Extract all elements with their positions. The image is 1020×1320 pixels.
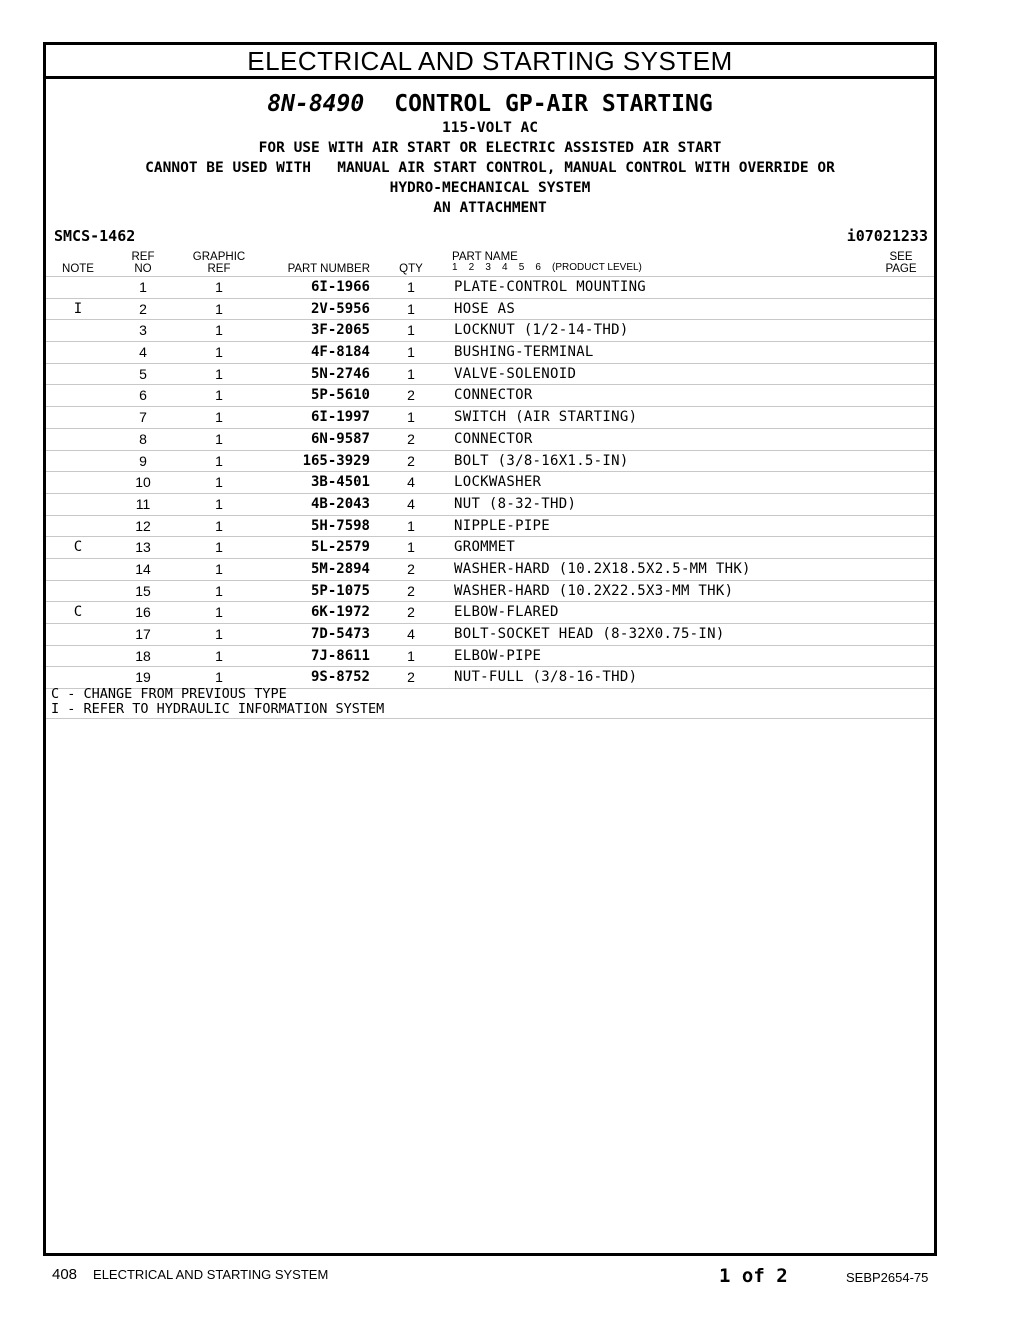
group-description-line: FOR USE WITH AIR START OR ELECTRIC ASSISTED AIR START (258, 140, 722, 156)
qty-cell: 1 (407, 344, 415, 361)
part-number-cell: 2V-5956 (310, 300, 370, 317)
part-number-cell: 6N-9587 (310, 430, 370, 447)
table-row (46, 646, 934, 668)
ref-number-cell: 16 (135, 604, 151, 621)
part-name-cell: BOLT-SOCKET HEAD (8-32X0.75-IN) (454, 626, 725, 642)
section-title: ELECTRICAL AND STARTING SYSTEM (46, 45, 934, 79)
ref-number-cell: 1 (139, 279, 147, 295)
document-id: SEBP2654-75 (846, 1270, 929, 1285)
qty-cell: 1 (407, 647, 415, 664)
column-header-ref-bottom: NO (134, 263, 152, 275)
column-header-part-number: PART NUMBER (287, 263, 370, 275)
table-row (46, 581, 934, 603)
part-number-cell: 7D-5473 (310, 626, 370, 642)
column-header-qty: QTY (399, 263, 423, 275)
part-name-cell: GROMMET (454, 539, 516, 556)
qty-cell: 2 (407, 669, 415, 686)
graphic-ref-cell: 1 (215, 560, 223, 577)
table-row (46, 559, 934, 581)
table-row (46, 299, 934, 321)
table-row (46, 472, 934, 494)
page-footer (52, 1266, 328, 1283)
part-name-cell: ELBOW-FLARED (454, 604, 559, 621)
graphic-ref-cell: 1 (215, 474, 223, 491)
part-number-cell: 3F-2065 (310, 322, 370, 339)
ref-number-cell: 11 (135, 495, 151, 512)
column-header-note: NOTE (62, 263, 94, 275)
column-header-see-top: SEE (889, 251, 913, 263)
table-row (46, 429, 934, 451)
part-number-cell: 5P-1075 (310, 582, 370, 599)
qty-cell: 2 (407, 604, 415, 621)
part-name-cell: WASHER-HARD (10.2X18.5X2.5-MM THK) (454, 560, 751, 577)
part-name-cell: NUT (8-32-THD) (454, 495, 577, 512)
graphic-ref-cell: 1 (215, 300, 223, 317)
ref-number-cell: 17 (135, 626, 151, 642)
column-header-part-name: PART NAME (452, 251, 518, 263)
note-cell: C (73, 539, 83, 556)
graphic-ref-cell: 1 (215, 387, 223, 404)
table-row (46, 602, 934, 624)
part-number-cell: 6I-1966 (310, 279, 370, 295)
graphic-ref-cell: 1 (215, 517, 223, 534)
part-name-cell: ELBOW-PIPE (454, 647, 542, 664)
graphic-ref-cell: 1 (215, 430, 223, 447)
qty-cell: 1 (407, 409, 415, 426)
ref-number-cell: 2 (139, 300, 147, 317)
part-number-cell: 7J-8611 (310, 647, 370, 664)
ref-number-cell: 8 (139, 430, 147, 447)
ref-number-cell: 5 (139, 365, 147, 382)
part-number-cell: 5M-2894 (310, 560, 370, 577)
page-number: 408 (52, 1266, 78, 1283)
page-count: 1 of 2 (719, 1265, 788, 1287)
ref-number-cell: 12 (135, 517, 151, 534)
column-header-see-bottom: PAGE (885, 263, 917, 275)
qty-cell: 1 (407, 517, 415, 534)
part-name-cell: LOCKNUT (1/2-14-THD) (454, 322, 629, 339)
part-number-cell: 6I-1997 (310, 409, 370, 426)
qty-cell: 2 (407, 582, 415, 599)
qty-cell: 2 (407, 452, 415, 469)
qty-cell: 2 (407, 560, 415, 577)
qty-cell: 2 (407, 387, 415, 404)
note-cell: I (73, 300, 83, 317)
part-name-cell: NUT-FULL (3/8-16-THD) (454, 669, 638, 686)
part-name-cell: WASHER-HARD (10.2X22.5X3-MM THK) (454, 582, 734, 599)
graphic-ref-cell: 1 (215, 582, 223, 599)
part-number-cell: 9S-8752 (310, 669, 370, 686)
graphic-ref-cell: 1 (215, 344, 223, 361)
page-frame (43, 42, 937, 1256)
table-row (46, 494, 934, 516)
graphic-ref-cell: 1 (215, 409, 223, 426)
table-row (46, 624, 934, 646)
table-row (46, 407, 934, 429)
table-row (46, 276, 934, 299)
graphic-ref-cell: 1 (215, 322, 223, 339)
note-cell: C (73, 604, 83, 621)
ref-number-cell: 18 (135, 647, 151, 664)
graphic-ref-cell: 1 (215, 604, 223, 621)
qty-cell: 1 (407, 365, 415, 382)
part-name-cell: VALVE-SOLENOID (454, 365, 577, 382)
table-row (46, 320, 934, 342)
qty-cell: 4 (407, 626, 415, 642)
ref-number-cell: 10 (135, 474, 151, 491)
table-row (46, 342, 934, 364)
part-name-cell: BUSHING-TERMINAL (454, 344, 594, 361)
part-name-cell: LOCKWASHER (454, 474, 542, 491)
graphic-ref-cell: 1 (215, 365, 223, 382)
group-description-line: HYDRO-MECHANICAL SYSTEM (389, 180, 591, 196)
group-description-line: CANNOT BE USED WITH MANUAL AIR START CONTROL, MANUAL CONTROL WITH OVERRIDE OR (145, 160, 835, 176)
table-row (46, 537, 934, 559)
qty-cell: 1 (407, 279, 415, 295)
qty-cell: 1 (407, 322, 415, 339)
part-number-cell: 5P-5610 (310, 387, 370, 404)
qty-cell: 4 (407, 495, 415, 512)
column-header-graphic-top: GRAPHIC (192, 251, 246, 263)
notes-legend (51, 687, 931, 717)
notes-divider (46, 718, 934, 719)
table-row (46, 516, 934, 538)
group-name: CONTROL GP-AIR STARTING (394, 91, 713, 117)
graphic-ref-cell: 1 (215, 279, 223, 295)
graphic-ref-cell: 1 (215, 452, 223, 469)
graphic-ref-cell: 1 (215, 539, 223, 556)
graphic-ref-cell: 1 (215, 626, 223, 642)
ref-number-cell: 7 (139, 409, 147, 426)
group-description-line: 115-VOLT AC (441, 120, 539, 136)
footer-section: ELECTRICAL AND STARTING SYSTEM (93, 1267, 329, 1282)
part-number-cell: 5N-2746 (310, 365, 370, 382)
part-number-cell: 165-3929 (302, 452, 370, 469)
qty-cell: 1 (407, 539, 415, 556)
graphic-ref-cell: 1 (215, 669, 223, 686)
table-row (46, 364, 934, 386)
part-name-cell: SWITCH (AIR STARTING) (454, 409, 638, 426)
ref-number-cell: 6 (139, 387, 147, 404)
qty-cell: 4 (407, 474, 415, 491)
part-name-cell: NIPPLE-PIPE (454, 517, 551, 534)
smcs-code: SMCS-1462 (54, 227, 136, 245)
group-part-number: 8N-8490 (267, 91, 365, 117)
ref-number-cell: 4 (139, 344, 147, 361)
part-name-cell: HOSE AS (454, 300, 516, 317)
note-line: I - REFER TO HYDRAULIC INFORMATION SYSTEM (51, 701, 385, 717)
part-name-cell: CONNECTOR (454, 430, 533, 447)
part-number-cell: 5H-7598 (310, 517, 370, 534)
graphic-ref-cell: 1 (215, 647, 223, 664)
part-number-cell: 6K-1972 (310, 604, 370, 621)
part-number-cell: 3B-4501 (310, 474, 370, 491)
group-heading (46, 90, 934, 118)
column-header-product-levels: 1 2 3 4 5 6 (PRODUCT LEVEL) (452, 262, 642, 273)
part-number-cell: 5L-2579 (310, 539, 370, 556)
part-name-cell: BOLT (3/8-16X1.5-IN) (454, 452, 629, 469)
table-row (46, 451, 934, 473)
parts-table (46, 276, 934, 689)
column-header-graphic-bottom: REF (207, 263, 231, 275)
table-row (46, 385, 934, 407)
ref-number-cell: 19 (135, 669, 151, 686)
ref-number-cell: 3 (139, 322, 147, 339)
ref-number-cell: 15 (135, 582, 151, 599)
illustration-id: i07021233 (846, 227, 928, 245)
part-name-cell: PLATE-CONTROL MOUNTING (454, 279, 647, 295)
ref-number-cell: 14 (135, 560, 151, 577)
qty-cell: 2 (407, 430, 415, 447)
part-number-cell: 4F-8184 (310, 344, 370, 361)
ref-number-cell: 9 (139, 452, 147, 469)
part-number-cell: 4B-2043 (310, 495, 370, 512)
note-line: C - CHANGE FROM PREVIOUS TYPE (51, 686, 287, 702)
group-description-line: AN ATTACHMENT (433, 200, 547, 216)
column-header-ref-top: REF (131, 251, 155, 263)
ref-number-cell: 13 (135, 539, 151, 556)
qty-cell: 1 (407, 300, 415, 317)
part-name-cell: CONNECTOR (454, 387, 533, 404)
graphic-ref-cell: 1 (215, 495, 223, 512)
